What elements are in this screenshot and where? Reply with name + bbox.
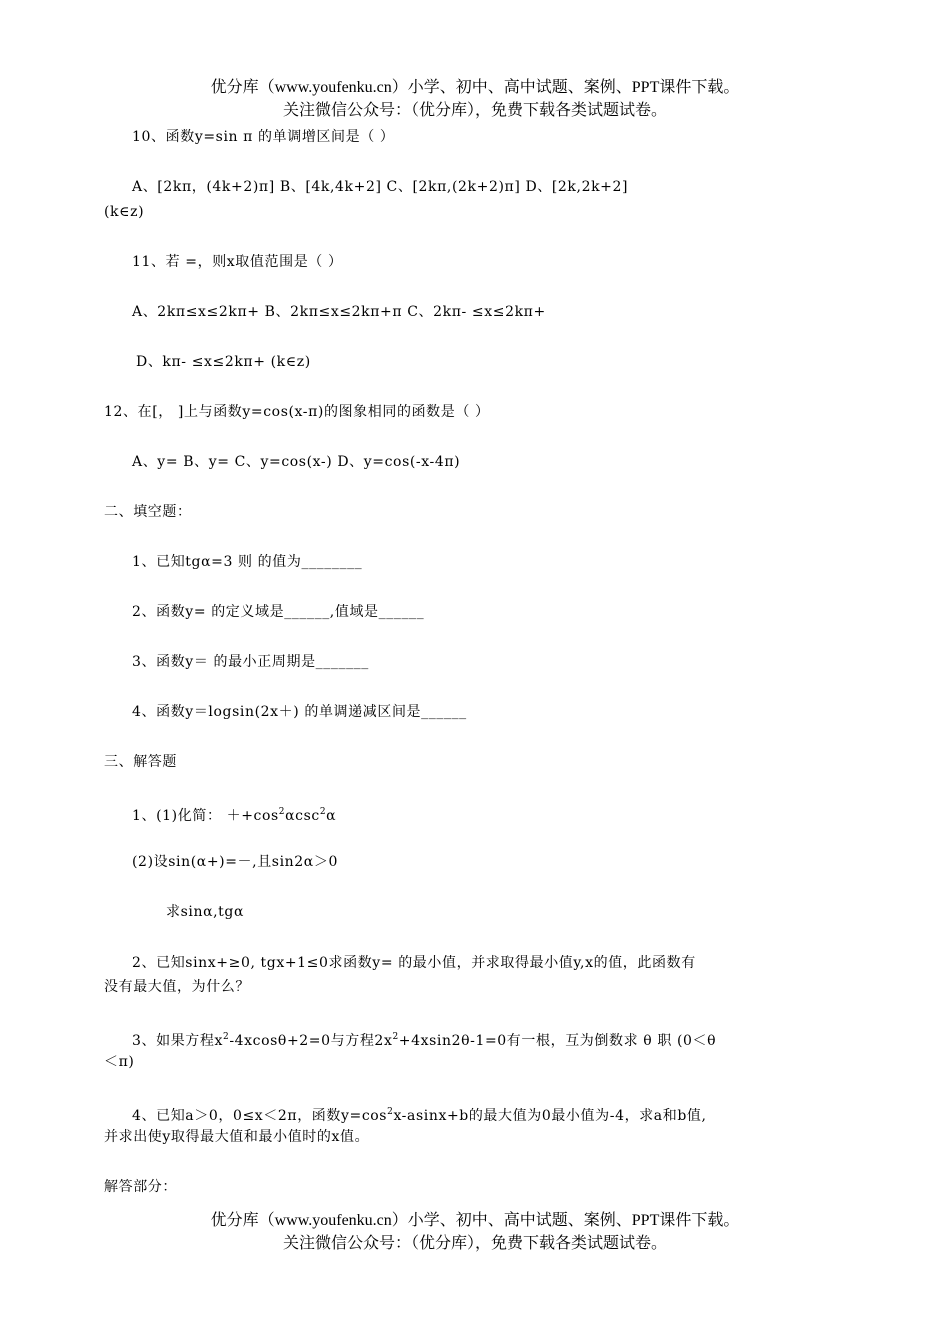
solve-q1-a-sup2: 2 [319,807,327,817]
solve-q4-sup: 2 [387,1107,394,1117]
solve-q3-sup2: 2 [392,1032,399,1042]
solve-q3-line1 [132,1027,716,1051]
solve-q3-b: -4xcosθ+2=0与方程2x [229,1033,393,1049]
fill-q1: 1、已知tgα=3 则 的值为________ [132,554,363,570]
q11-options: A、2kπ≤x≤2kπ+ B、2kπ≤x≤2kπ+π C、2kπ- ≤x≤2kπ+ [132,304,546,320]
solve-section-title: 三、解答题 [104,754,177,770]
solve-q3-line2: ＜π) [104,1054,135,1070]
solve-q4-a: 4、已知a＞0，0≤x＜2π，函数y=cos [132,1108,388,1124]
q10-stem: 10、函数y=sin π 的单调增区间是（ ） [132,129,395,145]
footer-line-1: 优分库（www.youfenku.cn）小学、初中、高中试题、案例、PPT课件下载。 [210,1212,740,1229]
header-line-2: 关注微信公众号：（优分库），免费下载各类试题试卷。 [282,102,667,119]
footer-line-2: 关注微信公众号：（优分库），免费下载各类试题试卷。 [282,1235,667,1252]
q12-options: A、y= B、y= C、y=cos(x-) D、y=cos(-x-4π) [132,454,461,470]
solve-q1-part2: (2)设sin(α+)=－,且sin2α＞0 [132,854,338,870]
q11-stem: 11、若 =，则x取值范围是（ ） [132,254,343,270]
fill-section-title: 二、填空题： [104,504,192,520]
solve-q1-part1 [132,802,336,826]
solve-q3-c: +4xsin2θ-1=0有一根，互为倒数求 θ 职 (0＜θ [398,1033,717,1049]
solve-q2-line2: 没有最大值，为什么？ [104,979,250,995]
fill-q2: 2、函数y= 的定义域是______,值域是______ [132,604,425,620]
solve-q3-sup1: 2 [223,1032,230,1042]
q10-options: A、[2kπ，(4k+2)π] B、[4k,4k+2] C、[2kπ,(2k+2)π] D、[2k,2k+2] [132,179,629,195]
solve-q1-a-mid: αcsc [285,808,320,824]
header-line-1: 优分库（www.youfenku.cn）小学、初中、高中试题、案例、PPT课件下载。 [210,79,740,96]
solve-q1-a-text: 1、(1)化简： ＋+cos [132,808,279,824]
solve-q4-line1 [132,1102,707,1126]
q11-option-d: D、kπ- ≤x≤2kπ+ (k∈z) [136,354,311,370]
solve-q4-b: x-asinx+b的最大值为0最小值为-4，求a和b值, [393,1108,707,1124]
solve-q1-a-end: α [326,808,337,824]
fill-q3: 3、函数y＝ 的最小正周期是_______ [132,654,369,670]
solve-q3-a: 3、如果方程x [132,1033,224,1049]
answer-section-title: 解答部分： [104,1179,177,1195]
solve-q1-a-sup1: 2 [278,807,286,817]
fill-q4: 4、函数y＝logsin(2x＋) 的单调递减区间是______ [132,704,467,720]
solve-q2-line1: 2、已知sinx+≥0, tgx+1≤0求函数y= 的最小值，并求取得最小值y,x的值，此函数有 [132,955,696,971]
solve-q4-line2: 并求出使y取得最大值和最小值时的x值。 [104,1129,370,1145]
solve-q1-part3: 求sinα,tgα [166,904,245,920]
q12-stem: 12、在[， ]上与函数y=cos(x-π)的图象相同的函数是（ ） [104,404,490,420]
q10-options-cont: (k∈z) [104,204,145,220]
